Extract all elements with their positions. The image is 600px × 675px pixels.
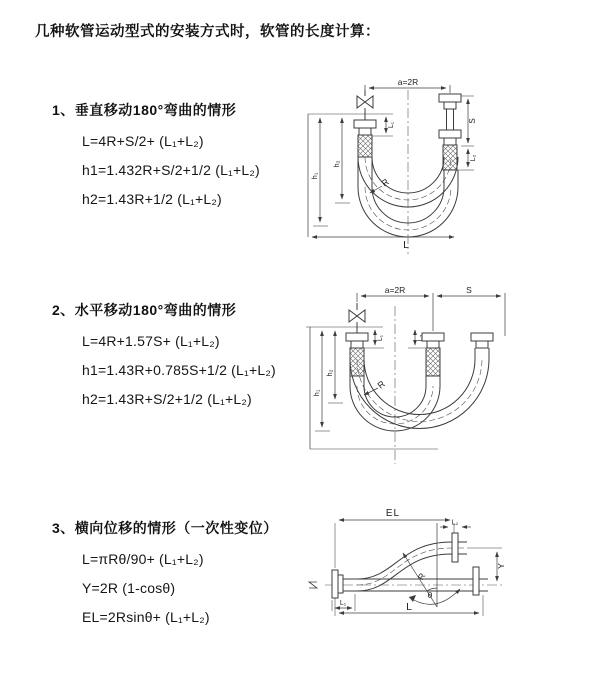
section-2 bbox=[52, 300, 276, 407]
dim-label-l1: L₁ bbox=[388, 121, 395, 129]
valve-icon bbox=[357, 90, 373, 120]
diagram-lateral-displacement bbox=[297, 493, 600, 661]
radius-label: R bbox=[375, 378, 387, 391]
page-title: 几种软管运动型式的安装方式时，软管的长度计算： bbox=[35, 24, 380, 40]
section-1-heading: 1、垂直移动180°弯曲的情形 bbox=[52, 102, 237, 118]
section-3-formula-L: L=πRθ/90+ (L₁+L₂) bbox=[82, 551, 204, 567]
middle-pipe-fitting bbox=[422, 333, 444, 376]
dim-label-s: S bbox=[466, 285, 472, 295]
dim-label-h2: h₂ bbox=[325, 369, 334, 377]
dim-label-h2: h₂ bbox=[332, 160, 341, 168]
dim-label-y: Y bbox=[496, 563, 506, 569]
right-pipe-fitting bbox=[471, 333, 493, 348]
section-2-formula-h2: h2=1.43R+S/2+1/2 (L₁+L₂) bbox=[82, 391, 252, 407]
dim-label-h1: h₁ bbox=[310, 172, 319, 180]
section-2-heading: 2、水平移动180°弯曲的情形 bbox=[52, 302, 237, 318]
diagram-vertical-180-bend bbox=[298, 66, 588, 261]
radius-label: R bbox=[379, 176, 391, 189]
section-1 bbox=[52, 100, 260, 207]
section-1-formula-h2: h2=1.43R+1/2 (L₁+L₂) bbox=[82, 191, 222, 207]
dim-label-l1: L₁ bbox=[377, 334, 384, 342]
dim-label-l: L bbox=[406, 601, 412, 613]
section-2-formula-h1: h1=1.43R+0.785S+1/2 (L₁+L₂) bbox=[82, 362, 276, 378]
section-2-formula-L: L=4R+1.57S+ (L₁+L₂) bbox=[82, 333, 220, 349]
dim-label-s: S bbox=[468, 118, 477, 124]
section-3 bbox=[52, 518, 278, 625]
dim-label-l2: L₂ bbox=[470, 154, 477, 162]
hose-s-curve bbox=[357, 542, 452, 591]
dimension-lines bbox=[306, 293, 505, 449]
dim-label-a2r: a=2R bbox=[384, 285, 406, 295]
left-pipe-fitting bbox=[354, 120, 376, 157]
section-1-formula-h1: h1=1.432R+S/2+1/2 (L₁+L₂) bbox=[82, 162, 260, 178]
centerline-mark bbox=[309, 582, 317, 588]
left-flange bbox=[332, 570, 357, 598]
radius-label: R bbox=[415, 571, 428, 582]
dim-label-l2: L₂ bbox=[417, 334, 424, 342]
hose-u-bends bbox=[350, 348, 489, 431]
right-flange-displaced bbox=[452, 533, 469, 562]
angle-theta-label: θ bbox=[427, 590, 433, 600]
section-1-formula-L: L=4R+S/2+ (L₁+L₂) bbox=[82, 133, 204, 149]
diagram-horizontal-180-bend bbox=[298, 281, 598, 471]
dim-label-a2r: a=2R bbox=[397, 77, 419, 87]
section-3-heading: 3、横向位移的情形（一次性变位） bbox=[52, 520, 278, 536]
dim-label-l1: L₁ bbox=[339, 600, 347, 607]
dim-label-h1: h₁ bbox=[312, 389, 321, 397]
valve-icon bbox=[349, 303, 365, 333]
dim-label-l2: L₂ bbox=[451, 519, 459, 527]
section-3-formula-EL: EL=2Rsinθ+ (L₁+L₂) bbox=[82, 609, 210, 625]
dim-label-el: EL bbox=[385, 508, 401, 519]
section-3-formula-Y: Y=2R (1-cosθ) bbox=[82, 580, 176, 596]
length-label: L bbox=[403, 239, 409, 251]
